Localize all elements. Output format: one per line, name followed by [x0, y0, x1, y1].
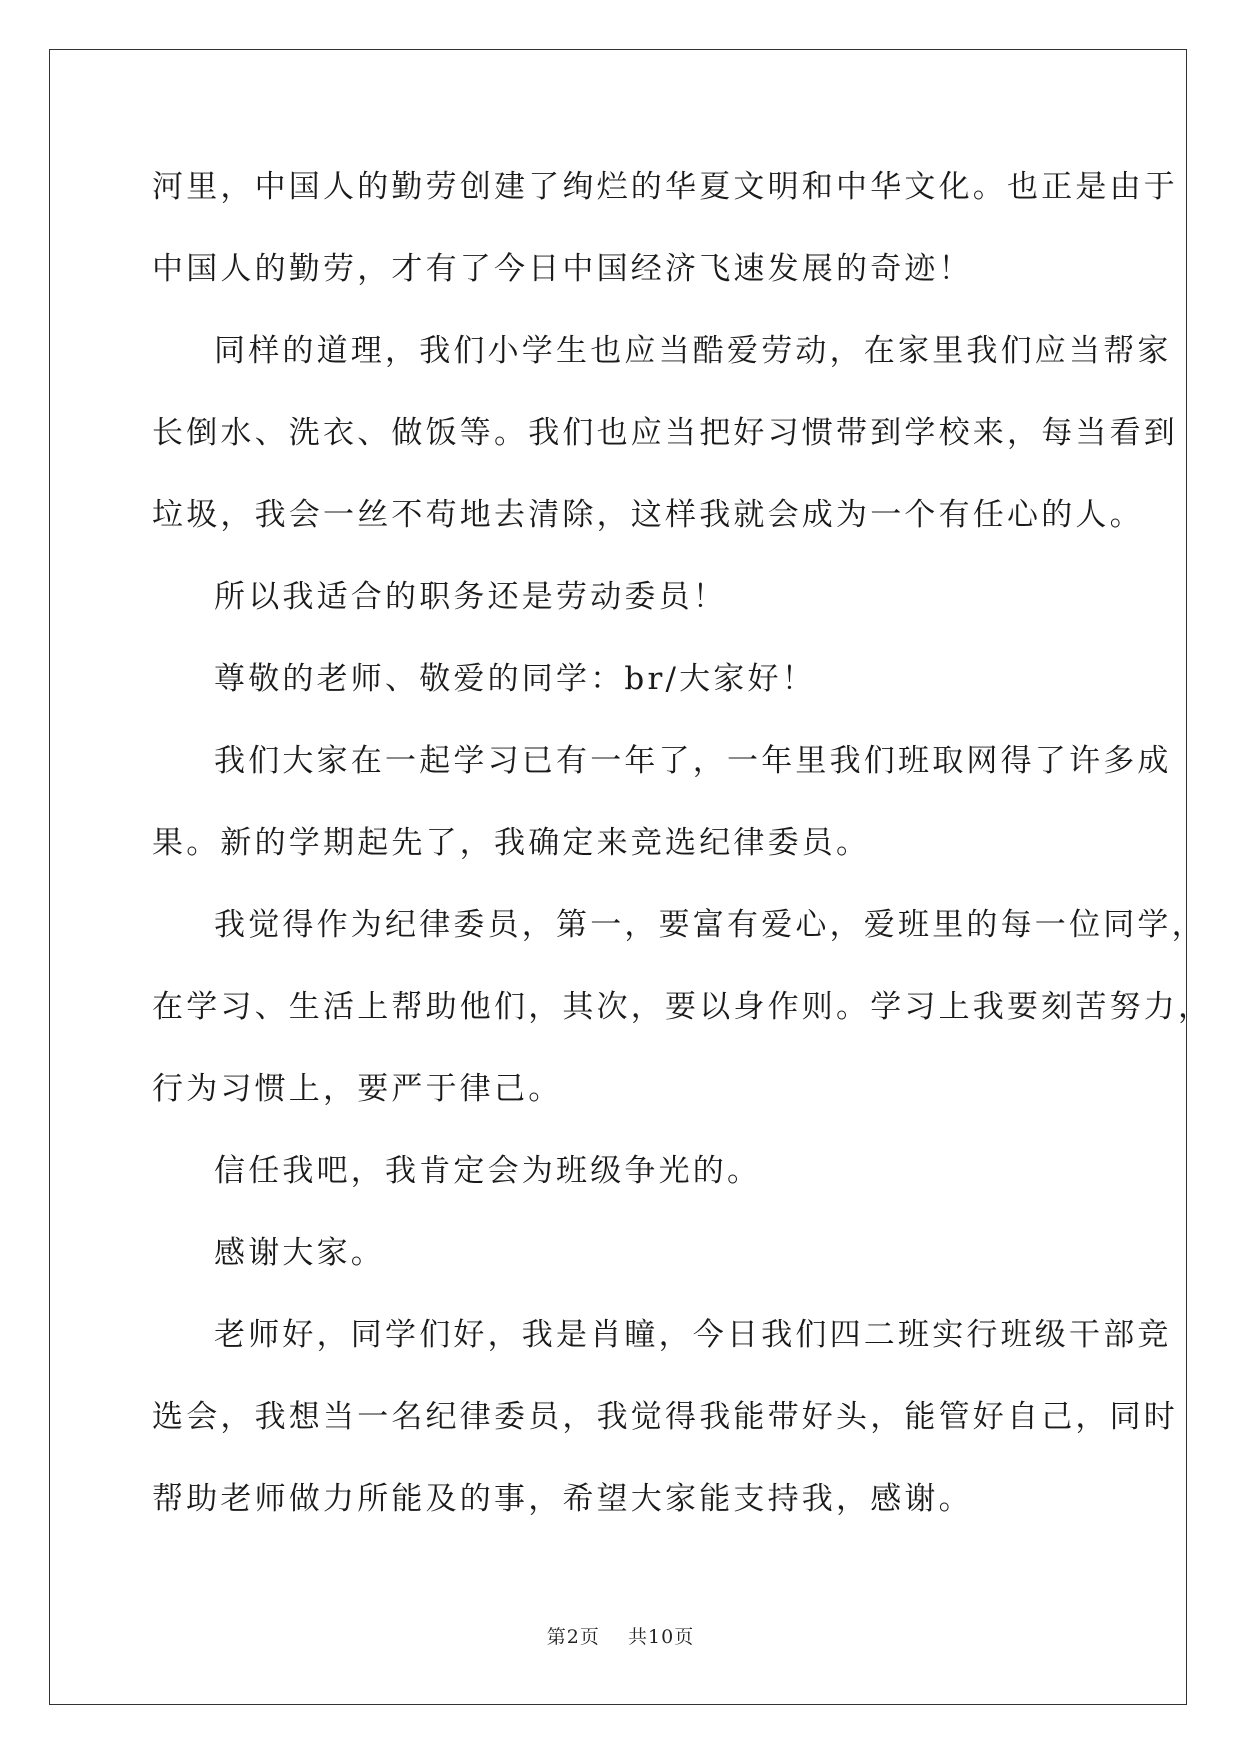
text-line-1: 河里，中国人的勤劳创建了绚烂的华夏文明和中华文化。也正是由于: [152, 169, 1178, 205]
page-number: 第2页: [546, 1626, 600, 1648]
text-line-14: 感谢大家。: [214, 1235, 385, 1271]
text-line-8: 我们大家在一起学习已有一年了，一年里我们班取网得了许多成: [214, 743, 1172, 779]
text-line-7: 尊敬的老师、敬爱的同学：br/大家好！: [214, 661, 816, 697]
text-line-5: 垃圾，我会一丝不苟地去清除，这样我就会成为一个有任心的人。: [152, 497, 1144, 533]
document-body: [152, 158, 1213, 1552]
text-line-6: 所以我适合的职务还是劳动委员！: [214, 579, 727, 615]
text-line-13: 信任我吧，我肯定会为班级争光的。: [214, 1153, 762, 1189]
text-line-10: 我觉得作为纪律委员，第一，要富有爱心，爱班里的每一位同学，: [214, 907, 1206, 943]
text-line-3: 同样的道理，我们小学生也应当酷爱劳动，在家里我们应当帮家: [214, 333, 1172, 369]
text-line-4: 长倒水、洗衣、做饭等。我们也应当把好习惯带到学校来，每当看到: [152, 415, 1178, 451]
text-line-11: 在学习、生活上帮助他们，其次，要以身作则。学习上我要刻苦努力，: [152, 989, 1213, 1025]
text-line-2: 中国人的勤劳，才有了今日中国经济飞速发展的奇迹！: [152, 251, 973, 287]
text-line-17: 帮助老师做力所能及的事，希望大家能支持我，感谢。: [152, 1481, 973, 1517]
text-line-12: 行为习惯上，要严于律己。: [152, 1071, 563, 1107]
text-line-15: 老师好，同学们好，我是肖瞳，今日我们四二班实行班级干部竞: [214, 1317, 1172, 1353]
text-line-9: 果。新的学期起先了，我确定来竞选纪律委员。: [152, 825, 871, 861]
text-line-16: 选会，我想当一名纪律委员，我觉得我能带好头，能管好自己，同时: [152, 1399, 1178, 1435]
page-footer: [0, 1622, 1241, 1649]
page-total: 共10页: [628, 1626, 695, 1648]
